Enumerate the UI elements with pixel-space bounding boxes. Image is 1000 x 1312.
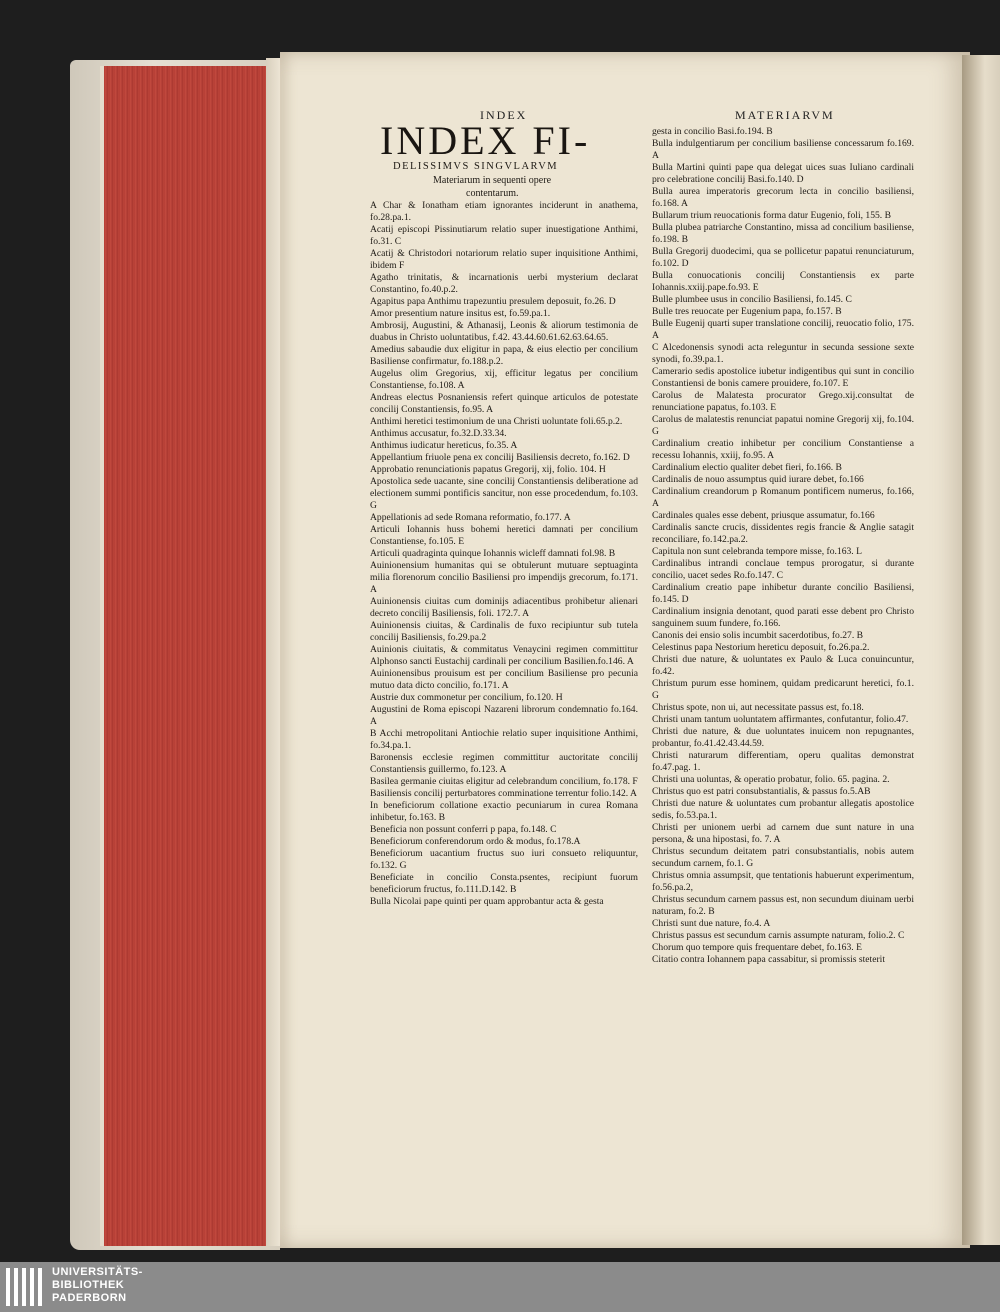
index-entry: Cardinalibus intrandi conclaue tempus prorogatur, si durante concilio, uacet sedes Ro.fo.147. C: [652, 558, 914, 581]
index-entry: gesta in concilio Basi.fo.194. B: [652, 126, 773, 137]
right-entries: [652, 126, 914, 966]
index-entry: Appellantium friuole pena ex concilij Basiliensis decreto, fo.162. D: [370, 452, 630, 463]
library-logo-icon: [6, 1268, 46, 1306]
index-entry: Agapitus papa Anthimu trapezuntiu presulem deposuit, fo.26. D: [370, 296, 616, 307]
index-entry: Christi per unionem uerbi ad carnem due sunt nature in una persona, & una hipostasi, fo. 7. A: [652, 822, 914, 845]
index-entry: Bulle tres reuocate per Eugenium papa, fo.157. B: [652, 306, 842, 317]
index-entry: C Alcedonensis synodi acta releguntur in secunda sessione sexte synodi, fo.39.pa.1.: [652, 342, 914, 365]
index-entry: Carolus de Malatesta procurator Grego.xij.consultat de renunciatione papatus, fo.103. E: [652, 390, 914, 413]
running-head-right: MATERIARVM: [735, 108, 835, 122]
index-entry: Basilea germanie ciuitas eligitur ad celebrandum concilium, fo.178. F: [370, 776, 638, 787]
index-entry: Articuli Iohannis huss bohemi heretici damnati per concilium Constantiense, fo.105. E: [370, 524, 638, 547]
index-entry: Celestinus papa Nestorium hereticu deposuit, fo.26.pa.2.: [652, 642, 870, 653]
index-entry: Beneficiorum conferendorum ordo & modus, fo.178.A: [370, 836, 581, 847]
running-head-left: INDEX: [480, 108, 528, 122]
index-entry: Christus passus est secundum carnis assumpte naturam, folio.2. C: [652, 930, 905, 941]
index-entry: Christus spote, non ui, aut necessitate passus est, fo.18.: [652, 702, 864, 713]
index-entry: Austrie dux commonetur per concilium, fo.120. H: [370, 692, 563, 703]
index-entry: Christi naturarum differentiam, operu qualitas demonstrat fo.47.pag. 1.: [652, 750, 914, 773]
index-entry: Beneficiate in concilio Consta.psentes, recipiunt fuorum beneficiorum fructus, fo.111.D.142. B: [370, 872, 638, 895]
index-title: INDEX FI-: [380, 118, 591, 163]
right-column: [652, 126, 914, 966]
title-subline-1: DELISSIMVS SINGVLARVM: [393, 161, 559, 172]
index-entry: Bulle Eugenij quarti super translatione concilij, reuocatio folio, 175. A: [652, 318, 914, 341]
title-subline-3: contentarum.: [466, 188, 519, 199]
index-entry: Ambrosij, Augustini, & Athanasij, Leonis & aliorum testimonia de duabus in Christo uoluntatibus, f.42. 43.44.60.61.62.63.64.65.: [370, 320, 638, 343]
index-entry: Cardinalium insignia denotant, quod parati esse debent pro Christo sanguinem suum fundere, fo.166.: [652, 606, 914, 629]
index-entry: Auinionensis ciuitas cum dominijs adiacentibus prohibetur alienari decreto concilij Basiliensis, foli. 172.7. A: [370, 596, 638, 619]
title-subline-2: Materiarum in sequenti opere: [433, 175, 552, 186]
index-entry: Apostolica sede uacante, sine concilij Constantiensis deliberatione ad electionem summi pontificis sancitur, non esse procedendum, fo.103. G: [370, 476, 638, 511]
index-entry: Christi due nature & uoluntates cum probantur allegatis apostolice sedis, fo.53.pa.1.: [652, 798, 914, 821]
index-entry: Cardinalium creandorum p Romanum pontificem numerus, fo.166, A: [652, 486, 914, 509]
index-entry: Camerario sedis apostolice iubetur indigentibus qui sunt in concilio Constantiensi de bonis camere prouidere, fo.107. E: [652, 366, 914, 389]
library-logo-bar: [0, 1262, 1000, 1312]
logo-line-2: BIBLIOTHEK: [52, 1279, 125, 1291]
index-entry: In beneficiorum collatione exactio pecuniarum in curea Romana inhibetur, fo.163. B: [370, 800, 638, 823]
facing-page-edge: [962, 55, 1000, 1245]
logo-line-3: PADERBORN: [52, 1292, 127, 1304]
index-entry: Christus quo est patri consubstantialis, & passus fo.5.AB: [652, 786, 871, 797]
left-entries: [370, 200, 638, 908]
index-entry: Acatij & Christodori notariorum relatio super inquisitione Anthimi, ibidem F: [370, 248, 638, 271]
index-entry: Cardinalium creatio pape inhibetur durante concilio Basiliensi, fo.145. D: [652, 582, 914, 605]
index-entry: Bulla Gregorij duodecimi, qua se pollicetur papatui renunciaturum, fo.102. D: [652, 246, 914, 269]
index-entry: Carolus de malatestis renunciat papatui nomine Gregorij xij, fo.104. G: [652, 414, 914, 437]
index-entry: Chorum quo tempore quis frequentare debet, fo.163. E: [652, 942, 862, 953]
index-entry: Bulla Martini quinti pape qua delegat uices suas Iuliano cardinali pro celebratione concilij Basi.fo.140. D: [652, 162, 914, 185]
index-entry: Anthimus accusatur, fo.32.D.33.34.: [370, 428, 507, 439]
index-entry: Anthimi heretici testimonium de una Christi uoluntate foli.65.p.2.: [370, 416, 623, 427]
index-entry: Anthimus iudicatur hereticus, fo.35. A: [370, 440, 518, 451]
index-entry: Bulla plubea patriarche Constantino, missa ad concilium basiliense, fo.198. B: [652, 222, 914, 245]
index-entry: Acatij episcopi Pissinutiarum relatio super inuestigatione Anthimi, fo.31. C: [370, 224, 638, 247]
index-entry: Bulla conuocationis concilij Constantiensis ex parte Iohannis.xxiij.pape.fo.93. E: [652, 270, 914, 293]
index-entry: Amor presentium nature insitus est, fo.59.pa.1.: [370, 308, 551, 319]
index-entry: Cardinalium creatio inhibetur per concilium Constantiense a recessu Iohannis, xxiij, fo.95. A: [652, 438, 914, 461]
index-entry: Bullarum trium reuocationis forma datur Eugenio, foli, 155. B: [652, 210, 891, 221]
index-entry: Beneficiorum uacantium fructus suo iuri consueto reliquuntur, fo.132. G: [370, 848, 638, 871]
red-fore-edge: [100, 66, 270, 1246]
index-entry: Christi sunt due nature, fo.4. A: [652, 918, 771, 929]
index-entry: Christum purum esse hominem, quidam predicarunt heretici, fo.1. G: [652, 678, 914, 701]
index-entry: Christi due nature, & due uoluntates inuicem non repugnantes, probantur, fo.41.42.43.44.59.: [652, 726, 914, 749]
index-entry: A Char & Ionatham etiam ignorantes inciderunt in anathema, fo.28.pa.1.: [370, 200, 638, 223]
index-entry: Articuli quadraginta quinque Iohannis wicleff damnati fol.98. B: [370, 548, 616, 559]
index-entry: Augelus olim Gregorius, xij, efficitur legatus per concilium Constantiense, fo.108. A: [370, 368, 638, 391]
index-entry: Bulla Nicolai pape quinti per quam approbantur acta & gesta: [370, 896, 604, 907]
library-logo-text: [52, 1266, 143, 1305]
logo-line-1: UNIVERSITÄTS-: [52, 1266, 143, 1278]
index-entry: Amedius sabaudie dux eligitur in papa, & eius electio per concilium Basiliense confirmatur, fo.188.p.2.: [370, 344, 638, 367]
index-entry: Cardinalis sancte crucis, dissidentes regis francie & Anglie satagit reconciliare, fo.142.pa.2.: [652, 522, 914, 545]
index-entry: Basiliensis concilij perturbatores comminatione terrentur folio.142. A: [370, 788, 637, 799]
index-entry: Christus secundum carnem passus est, non secundum diuinam uerbi naturam, fo.2. B: [652, 894, 914, 917]
index-entry: Christi due nature, & uoluntates ex Paulo & Luca conuincuntur, fo.42.: [652, 654, 914, 677]
index-entry: Christus omnia assumpsit, que tentationis habuerunt experimentum, fo.56.pa.2,: [652, 870, 914, 893]
index-entry: Cardinalium electio qualiter debet fieri, fo.166. B: [652, 462, 842, 473]
index-entry: Approbatio renunciationis papatus Gregorij, xij, folio. 104. H: [370, 464, 606, 475]
index-entry: Augustini de Roma episcopi Nazareni librorum condemnatio fo.164. A: [370, 704, 638, 727]
index-entry: Auinionensis ciuitas, & Cardinalis de fuxo recipiuntur sub tutela concilij Basiliensis, fo.29.pa.2: [370, 620, 638, 643]
index-entry: Bulla aurea imperatoris grecorum lecta in concilio basiliensi, fo.168. A: [652, 186, 914, 209]
index-entry: Christi una uoluntas, & operatio probatur, folio. 65. pagina. 2.: [652, 774, 890, 785]
index-entry: Christus secundum deitatem patri consubstantialis, nobis autem secundum carnem, fo.1. G: [652, 846, 914, 869]
index-entry: Auinionensibus prouisum est per concilium Basiliense pro pecunia mutuo data dicto concilio, fo.171. A: [370, 668, 638, 691]
index-entry: Citatio contra Iohannem papa cassabitur, si promissis steterit: [652, 954, 886, 965]
index-entry: B Acchi metropolitani Antiochie relatio super inquisitione Anthimi, fo.34.pa.1.: [370, 728, 638, 751]
index-entry: Beneficia non possunt conferri p papa, fo.148. C: [370, 824, 557, 835]
index-entry: Agatho trinitatis, & incarnationis uerbi mysterium declarat Constantino, fo.40.p.2.: [370, 272, 638, 295]
index-entry: Cardinalis de nouo assumptus quid iurare debet, fo.166: [652, 474, 864, 485]
index-entry: Baronensis ecclesie regimen committitur auctoritate concilij Constantiensis guillermo, fo.123. A: [370, 752, 638, 775]
index-entry: Christi unam tantum uoluntatem affirmantes, confutantur, folio.47.: [652, 714, 909, 725]
index-entry: Auinionis ciuitatis, & commitatus Venaycini regimen committitur Alphonso sancti Eustachij cardinali per concilium Basilien.fo.146. A: [370, 644, 638, 667]
index-entry: Andreas electus Posnaniensis refert quinque articulos de potestate concilij Constantiensis, fo.95. A: [370, 392, 638, 415]
index-entry: Bulle plumbee usus in concilio Basiliensi, fo.145. C: [652, 294, 852, 305]
index-entry: Canonis dei ensio solis incumbit sacerdotibus, fo.27. B: [652, 630, 864, 641]
index-entry: Capitula non sunt celebranda tempore misse, fo.163. L: [652, 546, 862, 557]
index-entry: Appellationis ad sede Romana reformatio, fo.177. A: [370, 512, 571, 523]
index-entry: Cardinales quales esse debent, priusque assumatur, fo.166: [652, 510, 875, 521]
index-entry: Auinionensium humanitas qui se obtulerunt mutuare septuaginta milia florenorum concilio Basiliensi pro impendijs grecorum, fo.171. A: [370, 560, 638, 595]
index-entry: Bulla indulgentiarum per concilium basiliense concessarum fo.169. A: [652, 138, 914, 161]
